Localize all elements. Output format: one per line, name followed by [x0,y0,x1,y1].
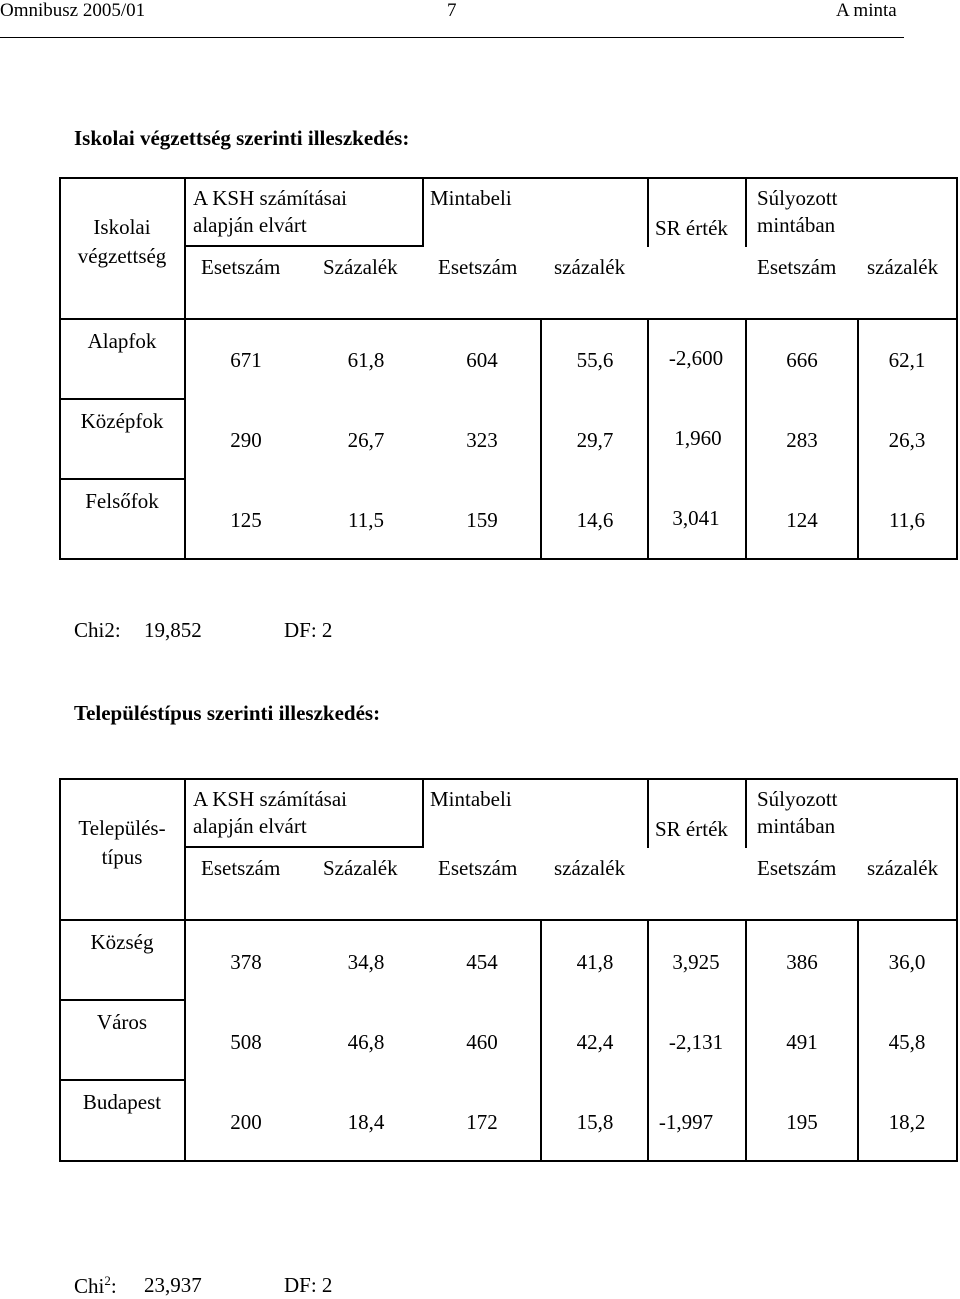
table2-cell: -1,997 [658,1110,714,1134]
table2-cell: 508 [230,1030,262,1054]
table2-vline [745,921,747,1162]
table1-cell: 125 [230,508,262,532]
table2-ksh-line2: alapján elvárt [193,814,307,838]
table1-cell: 124 [786,508,818,532]
table2-cell: 45,8 [888,1030,926,1054]
table1-ksh-line2: alapján elvárt [193,213,307,237]
table1-title: Iskolai végzettség szerinti illeszkedés: [74,126,410,150]
table1-hline [59,478,186,480]
table1-vline [647,177,649,247]
table1-ksh-line1: A KSH számításai [193,186,347,210]
table2-row-label: Budapest [82,1090,162,1114]
header-left: Omnibusz 2005/01 [0,0,146,21]
table1-subheader: Százalék [323,255,398,279]
table2-mintabeli: Mintabeli [430,787,512,811]
table1-row-label: Felsőfok [85,489,159,513]
table2-vline [647,778,649,848]
table2-chi-text: Chi [74,1274,105,1298]
table2-cell: 42,4 [576,1030,614,1054]
table2-cell: 200 [230,1110,262,1134]
table2-subheader: Esetszám [201,856,281,880]
table1-cell: 290 [230,428,262,452]
table2-hline [59,999,186,1001]
table1-cell: 11,6 [889,508,925,532]
table2-cell: 34,8 [347,950,385,974]
table2-df: DF: 2 [284,1273,333,1297]
table1-subheader: Esetszám [757,255,837,279]
table2-chi-value: 23,937 [144,1273,202,1297]
header-rule [0,37,904,38]
table1-cell: 1,960 [674,426,722,450]
table2-sulyozott-line1: Súlyozott [757,787,838,811]
table2-cell: 491 [786,1030,818,1054]
table2-vline [647,921,649,1162]
table2-subheader: Esetszám [438,856,518,880]
table2-vline [422,778,424,848]
table2-chi-label [74,1273,117,1299]
table2-row-label: Község [90,930,154,954]
table1-subheader: Esetszám [201,255,281,279]
table1-vline [540,320,542,560]
table1-cell: 62,1 [888,348,926,372]
table2-cell: 378 [230,950,262,974]
table1-cell: -2,600 [668,346,724,370]
table1-df: DF: 2 [284,618,333,642]
table1-vline [745,320,747,560]
table2-vline [540,921,542,1162]
table1-cell: 11,5 [348,508,384,532]
table1-subheader: százalék [554,255,626,279]
table2-ksh-line1: A KSH számításai [193,787,347,811]
table2-cell: 15,8 [576,1110,614,1134]
table1-hline [59,318,958,320]
table1-subheader: százalék [867,255,939,279]
header-right: A minta [836,0,897,21]
table1-rowhead-line1: Iskolai [93,215,151,239]
table1-row-label: Alapfok [87,329,157,353]
table2-vline [857,921,859,1162]
table2-hline [59,1079,186,1081]
table2-cell: 460 [466,1030,498,1054]
table2-cell: 386 [786,950,818,974]
table1-chi-label: Chi2: [74,618,121,642]
table1-cell: 26,3 [888,428,926,452]
table1-vline [422,177,424,247]
table1-vline [857,320,859,560]
table1-cell: 159 [466,508,498,532]
table1-rowhead-line2: végzettség [77,244,167,268]
table1-subheader: Esetszám [438,255,518,279]
table1-cell: 29,7 [576,428,614,452]
table2-cell: 172 [466,1110,498,1134]
table2-cell: 41,8 [576,950,614,974]
table2-hline [59,919,958,921]
table2-sr: SR érték [655,817,728,841]
table2-subheader: Százalék [323,856,398,880]
table1-sr: SR érték [655,216,728,240]
table1-cell: 671 [230,348,262,372]
table2-rowhead-line2: típus [101,845,143,869]
table2-sulyozott-line2: mintában [757,814,836,838]
table2-vline [184,778,186,1162]
table2-cell: 3,925 [672,950,720,974]
page-number: 7 [447,0,457,21]
table2-chi-colon: : [110,1274,117,1298]
table1-mintabeli: Mintabeli [430,186,512,210]
table1-sulyozott-line1: Súlyozott [757,186,838,210]
table2-hline [184,846,424,848]
table1-cell: 14,6 [576,508,614,532]
table1-row-label: Középfok [80,409,164,433]
table1-cell: 61,8 [347,348,385,372]
table2-cell: 195 [786,1110,818,1134]
table2-vline [745,778,747,848]
table1-cell: 604 [466,348,498,372]
table2-cell: 18,4 [347,1110,385,1134]
table2-cell: 454 [466,950,498,974]
table1-cell: 55,6 [576,348,614,372]
table1-chi-value: 19,852 [144,618,202,642]
table2-cell: -2,131 [668,1030,724,1054]
table1-vline [745,177,747,247]
table1-cell: 26,7 [347,428,385,452]
table2-title: Településtípus szerinti illeszkedés: [74,701,381,725]
table2-subheader: százalék [554,856,626,880]
table1-cell: 3,041 [672,506,720,530]
table1-sulyozott-line2: mintában [757,213,836,237]
table1-cell: 283 [786,428,818,452]
table2-row-label: Város [96,1010,148,1034]
table2-rowhead-line1: Település- [78,816,166,840]
table1-hline [184,245,424,247]
table1-hline [59,398,186,400]
table1-cell: 666 [786,348,818,372]
table1-cell: 323 [466,428,498,452]
table2-cell: 18,2 [888,1110,926,1134]
table2-subheader: százalék [867,856,939,880]
table2-chi-superscript: 2 [104,1273,111,1288]
table2-cell: 36,0 [888,950,926,974]
table2-cell: 46,8 [347,1030,385,1054]
table2-subheader: Esetszám [757,856,837,880]
table1-vline [647,320,649,560]
table1-vline [184,177,186,560]
